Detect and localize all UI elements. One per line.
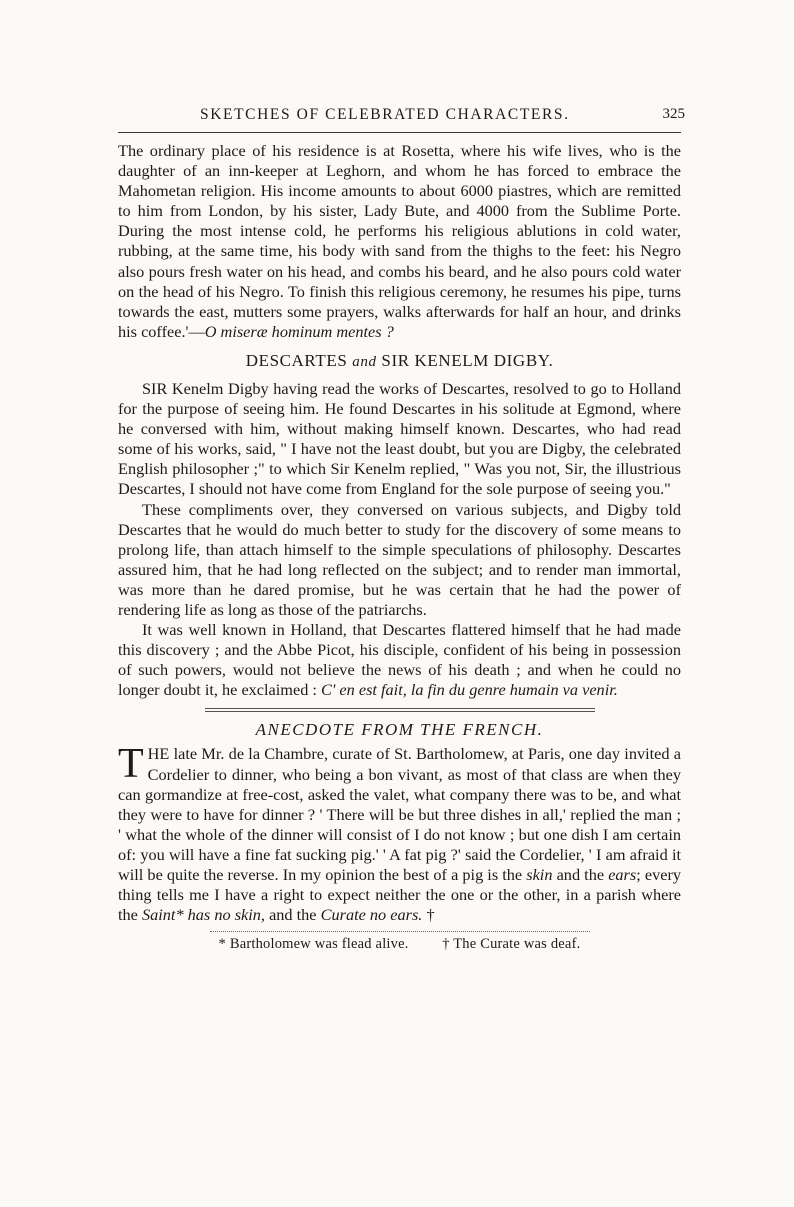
- descartes-paragraph-1: SIR Kenelm Digby having read the works of Descartes, resolved to go to Holland for the purpose of seeing him. He found Descartes in his solitude at Egmond, where he conversed with him, without making himself known. Descartes, who had read some of his works, said, " I have not the least doubt, but you are Digby, the celebrated English philosopher ;" to which Sir Kenelm replied, " Was you not, Sir, the illustrious Descartes, I should not have come from England for the sole purpose of seeing you.": [118, 378, 681, 499]
- book-page: [118, 102, 685, 953]
- anecdote-italic-curate: Curate no ears.: [320, 905, 423, 925]
- intro-text: The ordinary place of his residence is at Rosetta, where his wife lives, who is the daughter of an inn-keeper at Leghorn, and whom he has forced to embrace the Mahometan religion. His income amounts to about 6000 piastres, which are remitted to him from London, by his sister, Lady Bute, and 4000 from the Sublime Porte. During the most intense cold, he performs his religious ablutions in cold water, rubbing, at the same time, his body with sand from the thighs to the feet: his Negro also pours fresh water on his head, and combs his beard, and he also pours cold water on the head of his Negro. To finish this religious ceremony, he resumes his pipe, turns towards the east, mutters some prayers, walks afterwards for half an hour, and drinks his coffee.'—: [118, 141, 681, 341]
- footnote-2: † The Curate was deaf.: [442, 936, 581, 953]
- footnotes: [118, 936, 681, 953]
- anecdote-heading: ANECDOTE FROM THE FRENCH.: [255, 720, 544, 740]
- anecdote-text-2: and the: [552, 865, 609, 884]
- running-header: [118, 102, 685, 133]
- anecdote-text-1: HE late Mr. de la Chambre, curate of St. Bartholomew, at Paris, one day invited a Cordelier to dinner, who being a bon vivant, as most of that class are when they can gormandize at free-cost, asked the valet, what company there was to be, and what they were to have for dinner ? ' There will be but three dishes in all,' replied the man ; ' what the whole of the dinner will consist of I do not know ; but one dish I am certain of: you will have a fine fat sucking pig.' ' A fat pig ?' said the Cordelier, ' I am afraid it will be quite the reverse. In my opinion the best of a pig is the: [118, 744, 681, 884]
- descartes-paragraph-2: These compliments over, they conversed on various subjects, and Digby told Descartes that he would do much better to study for the discovery of some means to prolong life, than attach himself to the simple speculations of philosophy. Descartes assured him, that he had long reflected on the subject; and to render man immortal, was more than he dared promise, but he was certain that he had the power of rendering life as long as those of the patriarchs.: [118, 499, 681, 619]
- section-divider: [205, 708, 595, 712]
- anecdote-paragraph: [118, 741, 682, 925]
- footnote-1: * Bartholomew was flead alive.: [218, 936, 409, 953]
- anecdote-text-4: and the: [265, 905, 321, 925]
- descartes-heading: [118, 351, 681, 371]
- anecdote-text-5: †: [422, 905, 435, 925]
- page-number: 325: [662, 106, 685, 122]
- descartes-p3-text: It was well known in Holland, that Descartes flattered himself that he had made this discovery ; and the Abbe Picot, his disciple, confident of his being in possession of such powers, would not believe the news of his death ; and when he could no longer doubt it, he exclaimed :: [118, 620, 681, 700]
- intro-paragraph: [118, 141, 681, 342]
- descartes-heading-and: and: [352, 353, 377, 370]
- running-title: SKETCHES OF CELEBRATED CHARACTERS.: [200, 106, 570, 123]
- footnote-divider: [210, 931, 590, 932]
- descartes-heading-right: SIR KENELM DIGBY.: [381, 350, 554, 370]
- anecdote-italic-skin: skin: [526, 865, 553, 884]
- descartes-p3-french-quote: C' en est fait, la fin du genre humain va venir.: [321, 680, 618, 700]
- descartes-paragraph-3: [118, 620, 681, 700]
- anecdote-italic-saint: Saint* has no skin,: [141, 905, 265, 925]
- drop-cap: T: [118, 741, 144, 788]
- descartes-heading-left: DESCARTES: [245, 350, 348, 370]
- anecdote-text-3: ; every thing tells me I have a right to expect neither the one or the other, in a parish where the: [118, 865, 682, 925]
- intro-latin-quote: O miseræ hominum mentes ?: [204, 321, 394, 341]
- anecdote-italic-ears: ears: [608, 865, 637, 884]
